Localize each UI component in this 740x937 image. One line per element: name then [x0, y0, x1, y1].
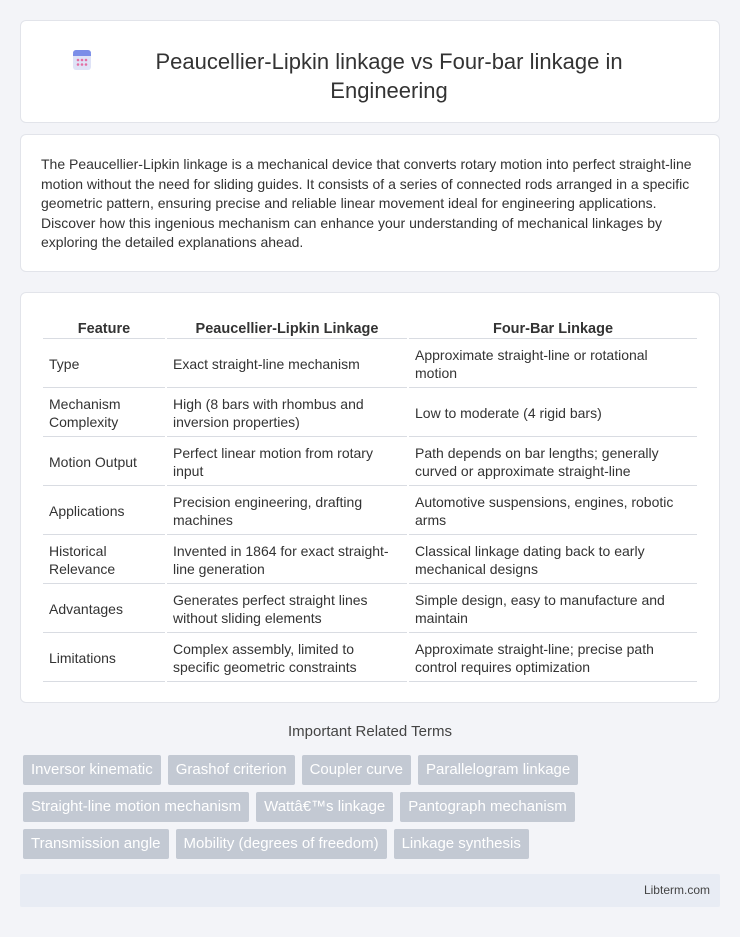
table-cell: Automotive suspensions, engines, robotic arms [409, 488, 697, 535]
page-title: Peaucellier-Lipkin linkage vs Four-bar linkage in Engineering [155, 49, 623, 103]
table-cell: Low to moderate (4 rigid bars) [409, 390, 697, 437]
table-cell: Simple design, easy to manufacture and maintain [409, 586, 697, 633]
document-icon [71, 49, 93, 71]
table-cell: Limitations [43, 635, 165, 682]
comparison-card [20, 292, 720, 703]
header-four-bar: Four-Bar Linkage [409, 313, 697, 339]
related-term-tag[interactable]: Linkage synthesis [394, 829, 529, 859]
table-row [43, 390, 697, 437]
table-row [43, 488, 697, 535]
table-cell: Motion Output [43, 439, 165, 486]
related-term-tag[interactable]: Wattâ€™s linkage [256, 792, 393, 822]
table-cell: Applications [43, 488, 165, 535]
table-cell: Exact straight-line mechanism [167, 341, 407, 388]
intro-card [20, 134, 720, 272]
table-row [43, 439, 697, 486]
footer-site-link[interactable]: Libterm.com [643, 883, 710, 897]
table-cell: Classical linkage dating back to early mechanical designs [409, 537, 697, 584]
related-term-tag[interactable]: Transmission angle [23, 829, 169, 859]
related-term-tag[interactable]: Parallelogram linkage [418, 755, 578, 785]
title-card [20, 20, 720, 123]
intro-paragraph: The Peaucellier-Lipkin linkage is a mechanical device that converts rotary motion into perfect straight-line motion without the need for sliding guides. It consists of a series of connected rods arranged in a specific geometric pattern, ensuring precise and reliable linear movement ideal for engineering applications. Discover how this ingenious mechanism can enhance your understanding of mechanical linkages by exploring the detailed explanations ahead. [41, 156, 692, 250]
table-cell: Approximate straight-line; precise path control requires optimization [409, 635, 697, 682]
related-term-tag[interactable]: Coupler curve [302, 755, 411, 785]
table-cell: Path depends on bar lengths; generally curved or approximate straight-line [409, 439, 697, 486]
related-term-tag[interactable]: Straight-line motion mechanism [23, 792, 249, 822]
related-terms-list [23, 755, 713, 859]
table-cell: Complex assembly, limited to specific geometric constraints [167, 635, 407, 682]
table-cell: Type [43, 341, 165, 388]
table-row [43, 586, 697, 633]
related-terms-heading: Important Related Terms [288, 723, 452, 740]
header-feature: Feature [43, 313, 165, 339]
table-header-row [43, 313, 697, 339]
table-cell: Historical Relevance [43, 537, 165, 584]
table-cell: Precision engineering, drafting machines [167, 488, 407, 535]
related-term-tag[interactable]: Inversor kinematic [23, 755, 161, 785]
header-peaucellier: Peaucellier-Lipkin Linkage [167, 313, 407, 339]
table-cell: Approximate straight-line or rotational motion [409, 341, 697, 388]
table-row [43, 537, 697, 584]
related-term-tag[interactable]: Grashof criterion [168, 755, 295, 785]
table-cell: Invented in 1864 for exact straight-line generation [167, 537, 407, 584]
table-cell: Mechanism Complexity [43, 390, 165, 437]
table-cell: Generates perfect straight lines without sliding elements [167, 586, 407, 633]
table-cell: Advantages [43, 586, 165, 633]
table-cell: High (8 bars with rhombus and inversion properties) [167, 390, 407, 437]
table-cell: Perfect linear motion from rotary input [167, 439, 407, 486]
comparison-table [41, 311, 699, 684]
related-term-tag[interactable]: Mobility (degrees of freedom) [176, 829, 387, 859]
table-row [43, 341, 697, 388]
table-row [43, 635, 697, 682]
related-term-tag[interactable]: Pantograph mechanism [400, 792, 574, 822]
footer-bar [20, 874, 720, 907]
